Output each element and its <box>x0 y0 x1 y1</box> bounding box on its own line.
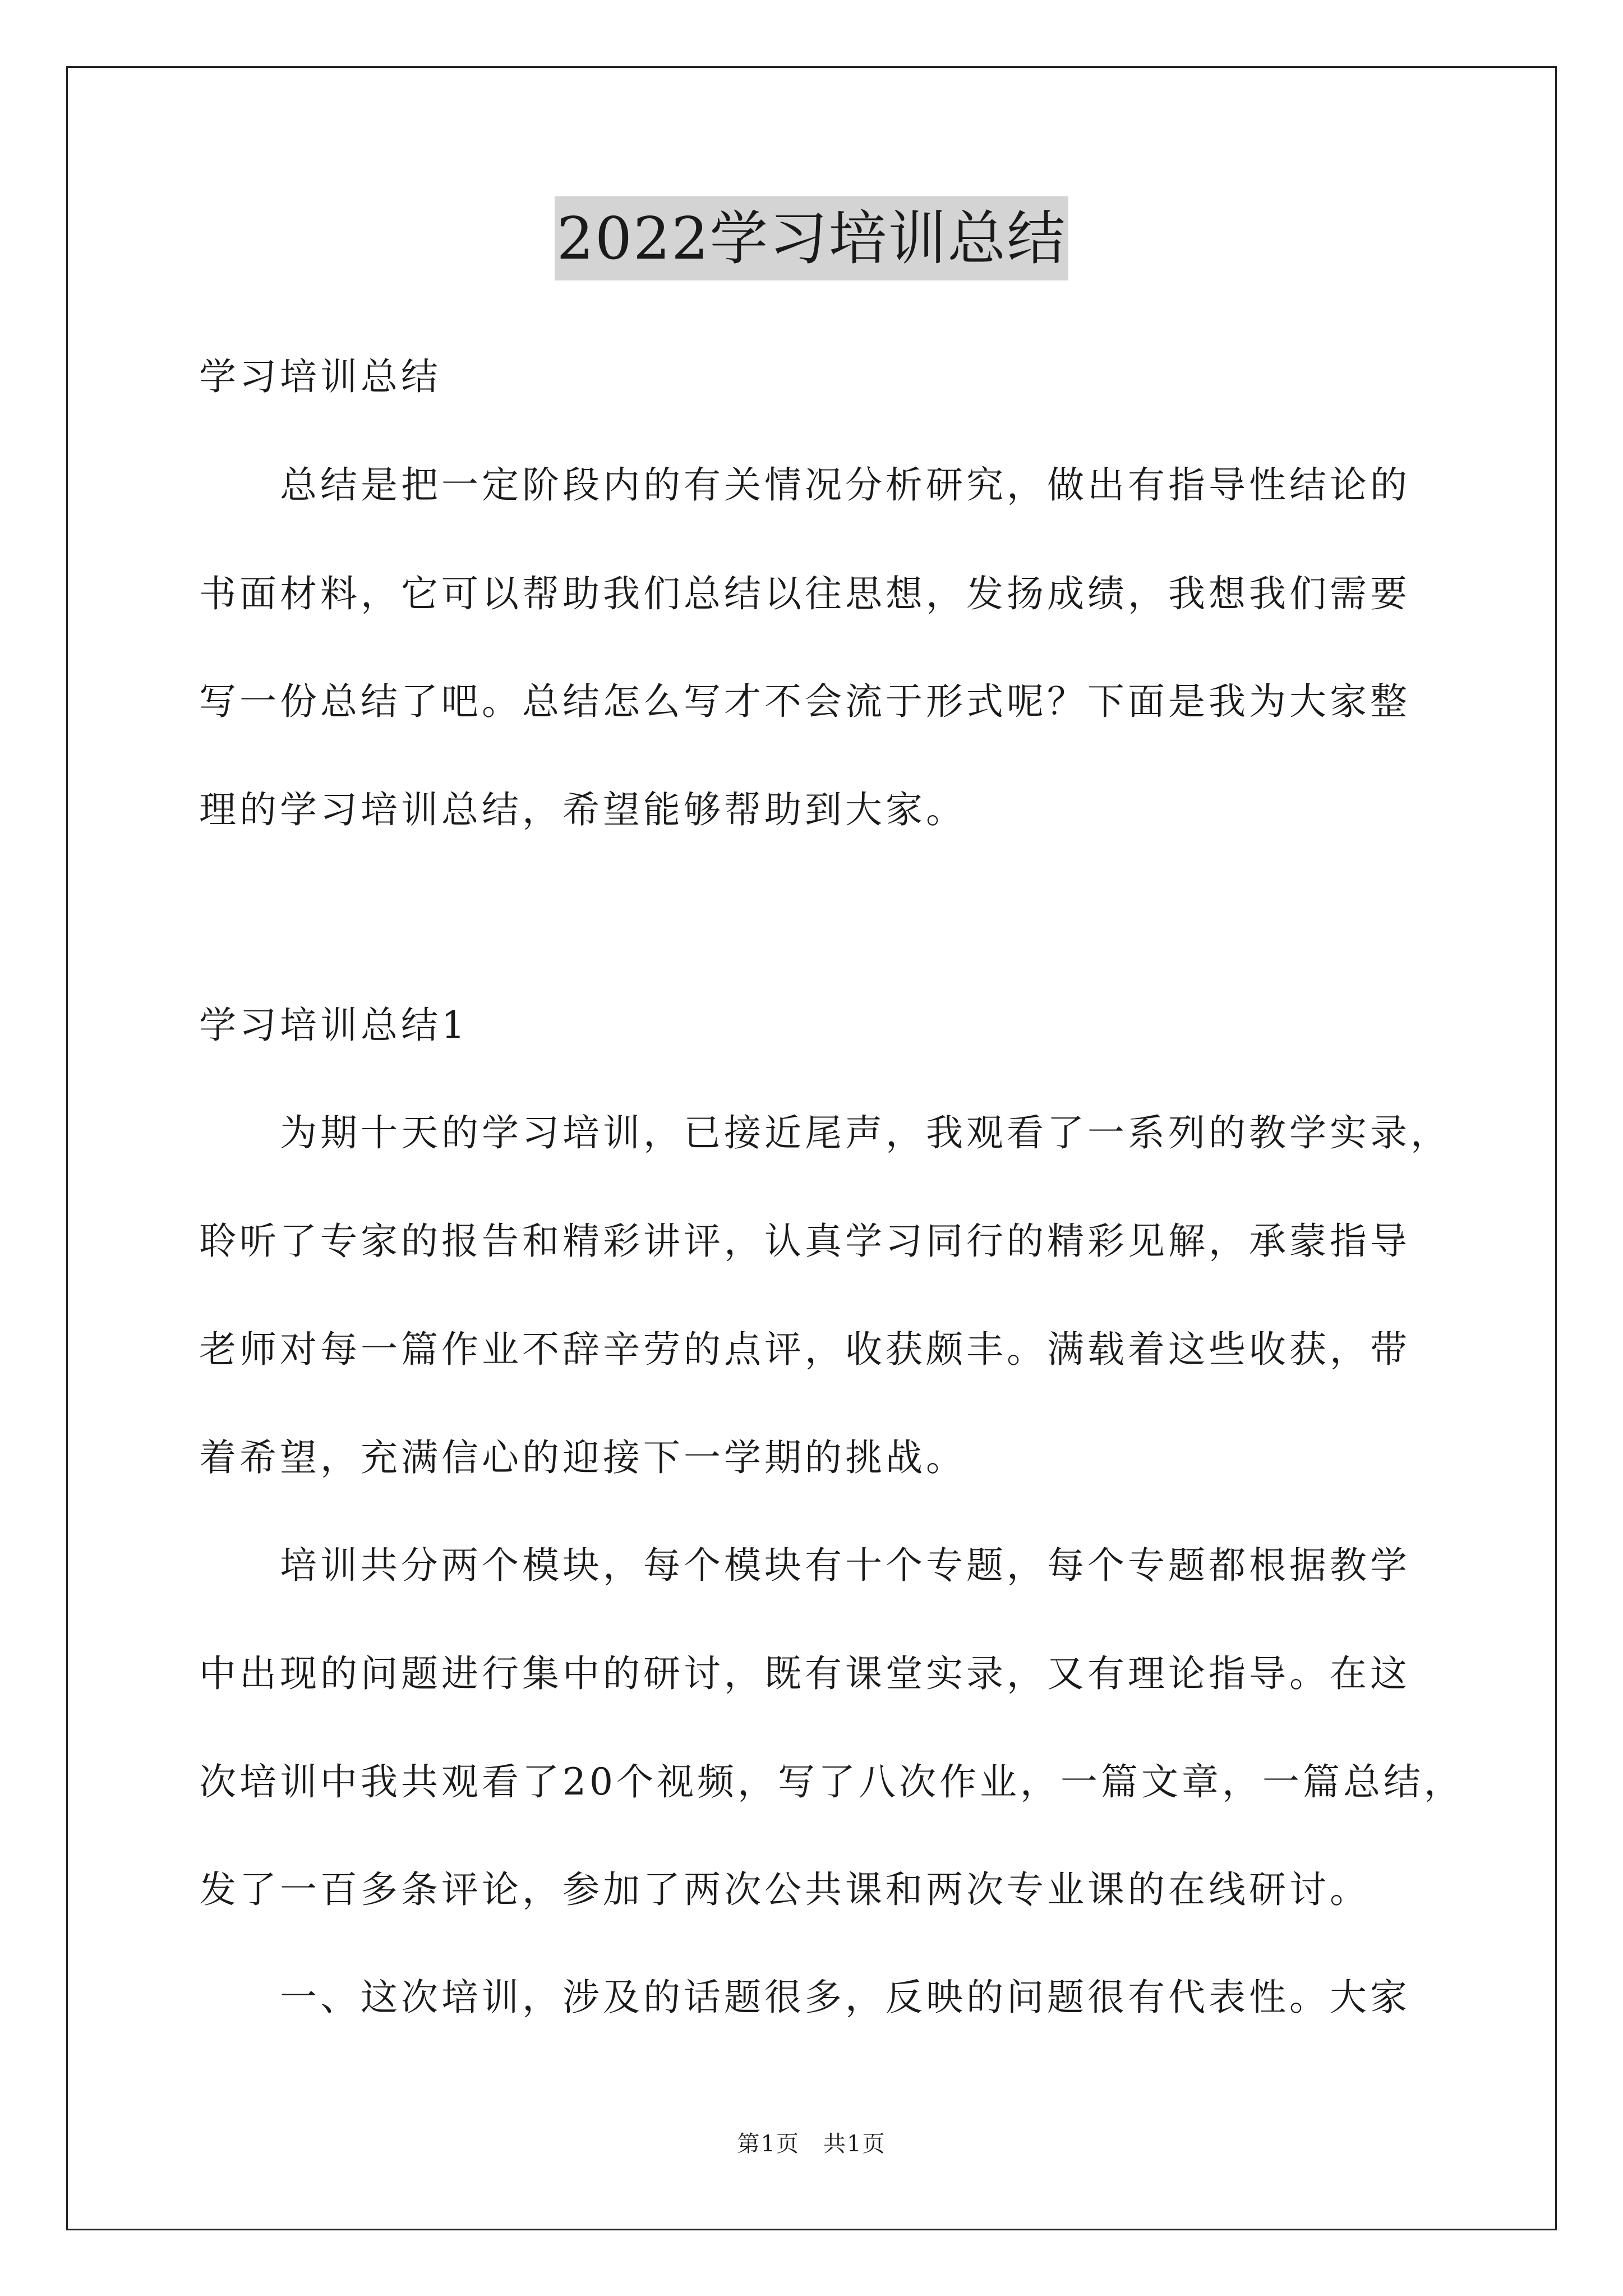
document-title: 2022学习培训总结 <box>555 196 1069 280</box>
paragraph-line: 着希望，充满信心的迎接下一学期的挑战。 <box>199 1436 966 1479</box>
paragraph-line: 培训共分两个模块，每个模块有十个专题，每个专题都根据教学 <box>199 1544 1410 1587</box>
paragraph-line: 书面材料，它可以帮助我们总结以往思想，发扬成绩，我想我们需要 <box>199 572 1410 615</box>
title-container <box>0 196 1623 280</box>
page-footer: 第1页 共1页 <box>737 2131 886 2157</box>
section-heading: 学习培训总结 <box>199 355 441 398</box>
paragraph-line: 为期十天的学习培训，已接近尾声，我观看了一系列的教学实录， <box>199 1111 1451 1154</box>
paragraph-line: 理的学习培训总结，希望能够帮助到大家。 <box>199 788 966 831</box>
paragraph-line: 次培训中我共观看了20个视频，写了八次作业，一篇文章，一篇总结， <box>199 1760 1464 1803</box>
section-heading: 学习培训总结1 <box>199 1004 468 1047</box>
paragraph-line: 一、这次培训，涉及的话题很多，反映的问题很有代表性。大家 <box>199 1976 1410 2019</box>
paragraph-line: 发了一百多条评论，参加了两次公共课和两次专业课的在线研讨。 <box>199 1868 1370 1911</box>
paragraph-line: 写一份总结了吧。总结怎么写才不会流于形式呢？下面是我为大家整 <box>199 680 1410 723</box>
paragraph-line: 聆听了专家的报告和精彩讲评，认真学习同行的精彩见解，承蒙指导 <box>199 1220 1410 1263</box>
paragraph-line: 老师对每一篇作业不辞辛劳的点评，收获颇丰。满载着这些收获，带 <box>199 1328 1410 1371</box>
paragraph-line: 中出现的问题进行集中的研讨，既有课堂实录，又有理论指导。在这 <box>199 1652 1410 1695</box>
paragraph-line: 总结是把一定阶段内的有关情况分析研究，做出有指导性结论的 <box>199 463 1410 507</box>
